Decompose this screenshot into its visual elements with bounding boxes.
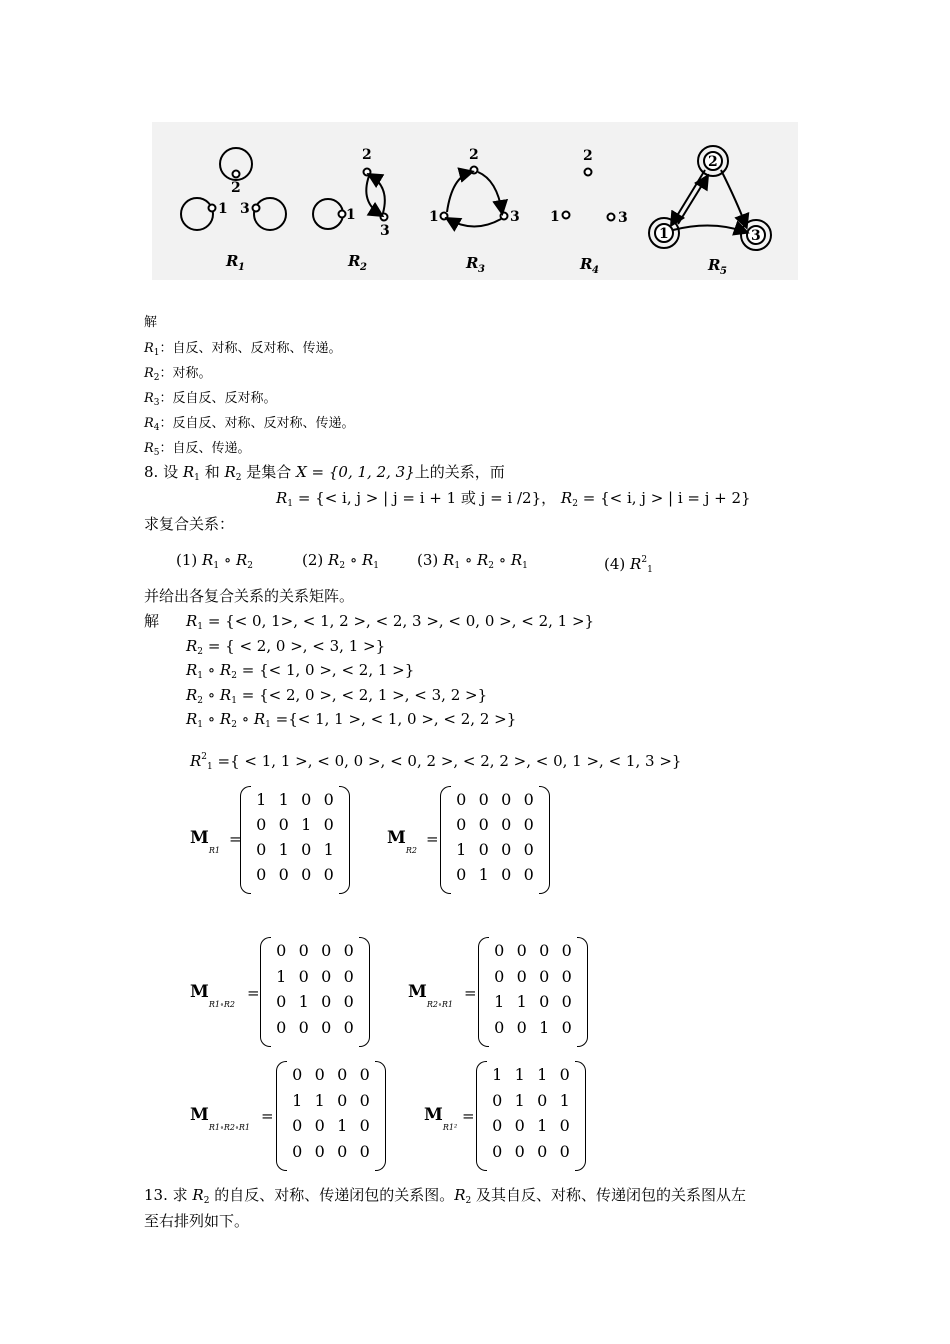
matrix-cell: 0 xyxy=(501,865,512,884)
svg-text:2: 2 xyxy=(360,262,367,273)
answer7-line-1: $R_1$：自反、对称、反对称、传递。 xyxy=(144,341,342,358)
matrix-cell: 0 xyxy=(561,941,572,960)
matrix-row xyxy=(286,1091,376,1110)
matrix-cell: 0 xyxy=(298,941,309,960)
matrix-cell: 0 xyxy=(321,1017,332,1037)
matrix-cell: 0 xyxy=(276,1017,287,1037)
equals-sign: = xyxy=(261,1107,274,1125)
matrix-cell: 0 xyxy=(523,815,534,834)
matrix-cell: 0 xyxy=(256,815,267,834)
matrix-cell: 0 xyxy=(276,992,287,1011)
matrix-row xyxy=(488,992,578,1011)
solution8-r1r2: $R_1$ ∘ $R_2$ = {< 1, 0 >, < 2, 1 >} xyxy=(186,661,415,681)
matrix-row xyxy=(250,815,340,834)
matrix-cell: 0 xyxy=(456,865,467,884)
matrix-cell: 0 xyxy=(501,840,512,859)
label-m-r1: $M_{R1}$ xyxy=(190,828,220,855)
answer7-line-5: $R_5$：自反、传递。 xyxy=(144,441,251,458)
q13-line-2: 至右排列如下。 xyxy=(144,1212,250,1230)
matrix-cell: 0 xyxy=(256,865,267,884)
matrix-cell: 0 xyxy=(337,1141,348,1161)
matrix-cell: 1 xyxy=(539,1017,550,1037)
answer7-jie: 解 xyxy=(144,315,158,330)
label-m-r1sq: $M_{R1^2}$ xyxy=(424,1105,458,1132)
label-r2: R xyxy=(348,252,361,270)
svg-text:3: 3 xyxy=(751,228,761,244)
answer7-line-4: $R_4$：反自反、对称、反对称、传递。 xyxy=(144,416,355,433)
matrix-cell: 0 xyxy=(559,1065,570,1084)
matrix-cell: 0 xyxy=(516,1017,527,1037)
label-r1: R xyxy=(226,252,239,270)
matrix-cell: 1 xyxy=(323,840,334,859)
graph-r4 xyxy=(563,169,615,221)
matrix-cell: 0 xyxy=(478,790,489,809)
matrix-cell: 0 xyxy=(343,941,354,960)
matrix-right-bracket xyxy=(375,1061,386,1171)
matrix-right-bracket xyxy=(539,786,550,894)
matrix-cell: 0 xyxy=(314,1116,325,1135)
matrix-row xyxy=(270,1018,360,1037)
matrix-cell: 0 xyxy=(456,790,467,809)
matrix-r2r1 xyxy=(478,937,588,1047)
matrix-cell: 0 xyxy=(501,815,512,834)
matrix-row xyxy=(270,941,360,960)
q8-ask2: 并给出各复合关系的关系矩阵。 xyxy=(144,587,355,605)
matrix-cell: 1 xyxy=(456,840,467,859)
matrix-cell: 0 xyxy=(478,815,489,834)
matrix-cell: 0 xyxy=(321,941,332,960)
matrix-cell: 0 xyxy=(456,815,467,834)
matrix-cell: 0 xyxy=(478,840,489,859)
q13-line-1: 13. 求 $R_2$ 的自反、对称、传递闭包的关系图。$R_2$ 及其自反、对称、传递闭包的关系图从左 xyxy=(144,1186,747,1206)
matrix-right-bracket xyxy=(577,937,588,1047)
solution8-r1r2r1: $R_1$ ∘ $R_2$ ∘ $R_1$ ={< 1, 1 >, < 1, 0 >, < 2, 2 >} xyxy=(186,710,517,730)
svg-text:5: 5 xyxy=(720,266,727,277)
matrix-cell: 0 xyxy=(514,1141,525,1161)
q8-stem: 8. 设 $R_1$ 和 $R_2$ 是集合 X = {0, 1, 2, 3}上的关系，而 xyxy=(144,463,505,483)
matrix-cell: 0 xyxy=(492,1116,503,1135)
matrix-cell: 1 xyxy=(514,1065,525,1084)
answer7-line-3: $R_3$：反自反、反对称。 xyxy=(144,391,277,408)
label-m-r2r1: $M_{R2\circ R1}$ xyxy=(408,982,453,1009)
matrix-cell: 0 xyxy=(343,1017,354,1037)
matrix-cell: 0 xyxy=(278,815,289,834)
matrix-cell: 0 xyxy=(559,1141,570,1161)
svg-text:3: 3 xyxy=(240,201,250,217)
matrix-cell: 0 xyxy=(537,1141,548,1161)
matrix-cell: 0 xyxy=(359,1141,370,1161)
relation-graphs-figure xyxy=(152,122,798,280)
matrix-cell: 0 xyxy=(561,966,572,986)
solution8-r2: $R_2$ = { < 2, 0 >, < 3, 1 >} xyxy=(186,637,386,657)
label-r3: R xyxy=(466,254,479,272)
svg-text:2: 2 xyxy=(469,147,479,163)
matrix-cell: 1 xyxy=(337,1116,348,1135)
matrix-cell: 1 xyxy=(278,840,289,859)
matrix-cell: 0 xyxy=(494,941,505,960)
matrix-cell: 0 xyxy=(501,790,512,809)
svg-text:2: 2 xyxy=(362,147,372,163)
matrix-row xyxy=(488,967,578,986)
matrix-cell: 0 xyxy=(359,1116,370,1135)
equals-sign: = xyxy=(426,830,439,848)
matrix-cell: 0 xyxy=(494,1017,505,1037)
svg-text:2: 2 xyxy=(231,180,241,196)
matrix-row xyxy=(486,1116,576,1135)
matrix-row xyxy=(250,865,340,884)
matrix-cell: 0 xyxy=(301,840,312,859)
matrix-cell: 0 xyxy=(492,1090,503,1110)
matrix-cell: 1 xyxy=(276,966,287,986)
matrix-cell: 1 xyxy=(514,1090,525,1110)
graph-r3 xyxy=(441,167,508,227)
equals-sign: = xyxy=(464,984,477,1002)
matrix-cell: 0 xyxy=(314,1141,325,1161)
matrix-row xyxy=(270,992,360,1011)
matrix-cell: 0 xyxy=(539,941,550,960)
q8-item-1: (1) $R_1$ ∘ $R_2$ xyxy=(176,551,253,571)
matrix-cell: 0 xyxy=(523,840,534,859)
matrix-cell: 1 xyxy=(301,815,312,834)
relation-graphs-svg xyxy=(152,122,798,280)
matrix-cell: 1 xyxy=(492,1065,503,1084)
matrix-cell: 0 xyxy=(516,941,527,960)
matrix-cell: 0 xyxy=(298,1017,309,1037)
matrix-row xyxy=(488,941,578,960)
matrix-cell: 0 xyxy=(276,941,287,960)
answer7-line-2: $R_2$：对称。 xyxy=(144,366,212,383)
matrix-cell: 1 xyxy=(559,1090,570,1110)
matrix-cell: 0 xyxy=(314,1065,325,1084)
matrix-cell: 0 xyxy=(256,840,267,859)
matrix-cell: 0 xyxy=(301,865,312,884)
label-m-r1r2: $M_{R1\circ R2}$ xyxy=(190,982,235,1009)
solution8-jie: 解 xyxy=(144,612,160,630)
q8-item-3: (3) $R_1$ ∘ $R_2$ ∘ $R_1$ xyxy=(417,551,528,571)
matrix-cell: 1 xyxy=(537,1065,548,1084)
svg-text:3: 3 xyxy=(510,209,520,225)
matrix-cell: 0 xyxy=(539,966,550,986)
matrix-right-bracket xyxy=(339,786,350,894)
matrix-row xyxy=(488,1018,578,1037)
matrix-row xyxy=(286,1116,376,1135)
matrix-row xyxy=(286,1142,376,1161)
matrix-cell: 0 xyxy=(492,1141,503,1161)
matrix-cell: 0 xyxy=(561,1017,572,1037)
matrix-cell: 1 xyxy=(478,865,489,884)
q8-item-4: (4) $R^2_1$ xyxy=(604,555,653,575)
svg-text:1: 1 xyxy=(218,201,228,217)
matrix-cell: 0 xyxy=(337,1065,348,1084)
matrix-cell: 1 xyxy=(314,1090,325,1110)
svg-text:4: 4 xyxy=(592,265,599,276)
matrix-row xyxy=(250,840,340,859)
matrix-row xyxy=(450,840,540,859)
matrix-cell: 1 xyxy=(537,1116,548,1135)
svg-text:1: 1 xyxy=(346,207,356,223)
matrix-row xyxy=(250,790,340,809)
matrix-cell: 0 xyxy=(292,1065,303,1084)
q8-ask: 求复合关系： xyxy=(144,515,235,533)
svg-text:1: 1 xyxy=(238,262,245,273)
matrix-cell: 0 xyxy=(516,966,527,986)
label-r5: R xyxy=(708,256,721,274)
matrix-cell: 0 xyxy=(561,992,572,1011)
matrix-cell: 1 xyxy=(516,992,527,1011)
svg-text:3: 3 xyxy=(478,264,485,275)
q8-definitions: $R_1$ = {< i, j > | j = i + 1 或 j = i /2}， $R_2$ = {< i, j > | i = j + 2} xyxy=(276,489,751,509)
matrix-cell: 0 xyxy=(537,1090,548,1110)
matrix-cell: 0 xyxy=(323,790,334,809)
matrix-cell: 0 xyxy=(298,966,309,986)
matrix-cell: 0 xyxy=(523,790,534,809)
label-r4: R xyxy=(580,255,593,273)
matrix-cell: 0 xyxy=(292,1116,303,1135)
matrix-row xyxy=(450,790,540,809)
matrix-row xyxy=(486,1091,576,1110)
matrix-row xyxy=(486,1065,576,1084)
equals-sign: = xyxy=(229,830,242,848)
matrix-right-bracket xyxy=(575,1061,586,1171)
solution8-r1sq: $R^2_1$ ={ < 1, 1 >, < 0, 0 >, < 0, 2 >, < 2, 2 >, < 0, 1 >, < 1, 3 >} xyxy=(190,752,682,772)
matrix-r1r2r1 xyxy=(276,1061,386,1171)
matrix-cell: 0 xyxy=(559,1116,570,1135)
matrix-row xyxy=(286,1065,376,1084)
matrix-row xyxy=(450,865,540,884)
matrix-cell: 1 xyxy=(298,992,309,1011)
equals-sign: = xyxy=(247,984,260,1002)
matrix-cell: 0 xyxy=(323,815,334,834)
matrix-cell: 1 xyxy=(256,790,267,809)
matrix-row xyxy=(486,1142,576,1161)
matrix-cell: 0 xyxy=(494,966,505,986)
matrix-cell: 0 xyxy=(359,1090,370,1110)
matrix-cell: 0 xyxy=(321,992,332,1011)
svg-text:3: 3 xyxy=(618,210,628,226)
matrix-cell: 1 xyxy=(292,1090,303,1110)
matrix-cell: 0 xyxy=(343,966,354,986)
svg-text:1: 1 xyxy=(429,209,439,225)
svg-text:2: 2 xyxy=(708,154,718,170)
matrix-r1sq xyxy=(476,1061,586,1171)
matrix-cell: 0 xyxy=(292,1141,303,1161)
svg-text:2: 2 xyxy=(583,148,593,164)
matrix-cell: 0 xyxy=(539,992,550,1011)
matrix-cell: 0 xyxy=(343,992,354,1011)
solution8-r2r1: $R_2$ ∘ $R_1$ = {< 2, 0 >, < 2, 1 >, < 3, 2 >} xyxy=(186,686,488,706)
svg-text:1: 1 xyxy=(550,209,560,225)
matrix-cell: 0 xyxy=(301,790,312,809)
matrix-cell: 0 xyxy=(359,1065,370,1084)
matrix-row xyxy=(450,815,540,834)
matrix-cell: 0 xyxy=(514,1116,525,1135)
matrix-cell: 0 xyxy=(337,1090,348,1110)
matrix-cell: 1 xyxy=(494,992,505,1011)
matrix-r1 xyxy=(240,786,350,894)
svg-text:1: 1 xyxy=(659,226,669,242)
matrix-row xyxy=(270,967,360,986)
matrix-r1r2 xyxy=(260,937,370,1047)
svg-text:3: 3 xyxy=(380,223,390,239)
solution8-r1: $R_1$ = {< 0, 1>, < 1, 2 >, < 2, 3 >, < 0, 0 >, < 2, 1 >} xyxy=(186,612,595,632)
matrix-cell: 0 xyxy=(323,865,334,884)
matrix-r2 xyxy=(440,786,550,894)
matrix-cell: 0 xyxy=(278,865,289,884)
matrix-cell: 0 xyxy=(321,966,332,986)
label-m-r1r2r1: $M_{R1\circ R2\circ R1}$ xyxy=(190,1105,251,1132)
matrix-right-bracket xyxy=(359,937,370,1047)
label-m-r2: $M_{R2}$ xyxy=(387,828,417,855)
matrix-cell: 1 xyxy=(278,790,289,809)
q8-item-2: (2) $R_2$ ∘ $R_1$ xyxy=(302,551,379,571)
equals-sign: = xyxy=(462,1107,475,1125)
matrix-cell: 0 xyxy=(523,865,534,884)
